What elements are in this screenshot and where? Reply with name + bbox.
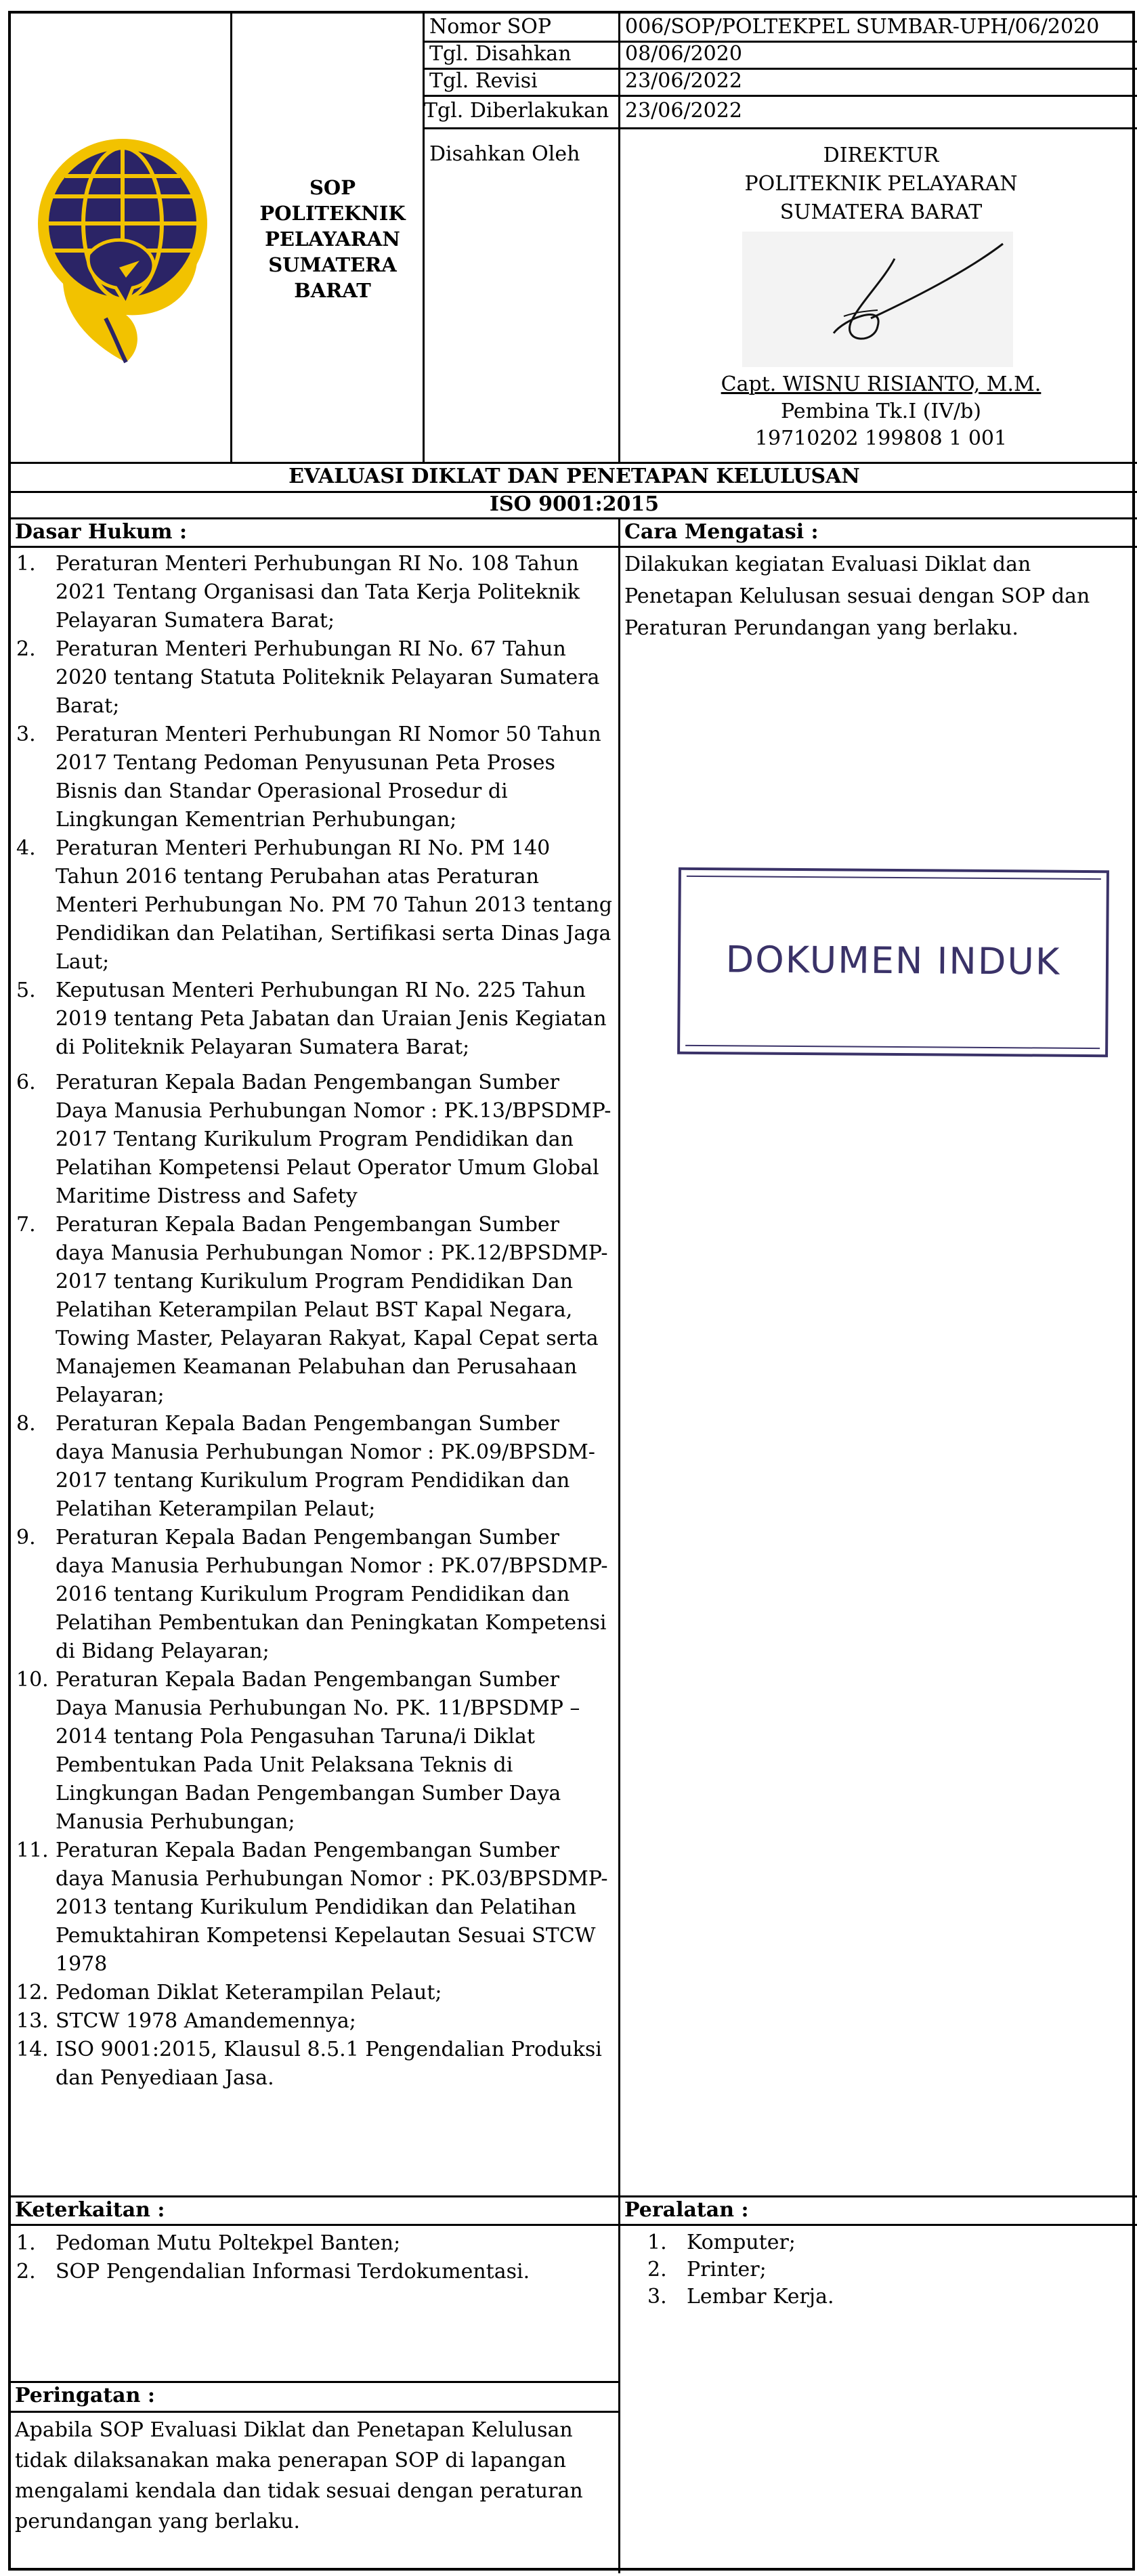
meta-value-revisi: 23/06/2022 xyxy=(625,69,742,93)
list-item: 7. Peraturan Kepala Badan Pengembangan Sumber daya Manusia Perhubungan Nomor : PK.12/BPSDMP-2017 tentang Kurikulum Program Pendidikan Dan Pelatihan Keterampilan Pelaut BST Kapal Negara, Towing Master, Pelayaran Rakyat, Kapal Cepat serta Manajemen Keamanan Pelabuhan dan Perusahaan Pelayaran; xyxy=(16,1213,608,1407)
meta-label-diberlakukan: Tgl. Diberlakukan xyxy=(424,99,609,123)
list-item: 6. Peraturan Kepala Badan Pengembangan Sumber Daya Manusia Perhubungan Nomor : PK.13/BPSDMP-2017 Tentang Kurikulum Program Pendidikan dan Pelatihan Kompetensi Pelaut Operator Umum Global Maritime Distress and Safety xyxy=(16,1071,612,1208)
list-item: 2. Printer; xyxy=(647,2258,767,2281)
sop-institution-title: SOP POLITEKNIK PELAYARAN SUMATERA BARAT xyxy=(259,176,406,302)
signer-position-3: SUMATERA BARAT xyxy=(779,200,983,224)
meta-value-diberlakukan: 23/06/2022 xyxy=(625,99,742,123)
signer-position-1: DIREKTUR xyxy=(823,144,939,167)
list-item: 12. Pedoman Diklat Keterampilan Pelaut; xyxy=(16,1981,442,2004)
list-item: 3. Lembar Kerja. xyxy=(647,2285,834,2309)
kemenhub-logo-icon xyxy=(24,115,221,372)
divider xyxy=(11,462,1137,464)
stamp-text: DOKUMEN INDUK xyxy=(725,938,1061,983)
list-item: 1. Peraturan Menteri Perhubungan RI No. 108 Tahun 2021 Tentang Organisasi dan Tata Kerja Politeknik Pelayaran Sumatera Barat; xyxy=(16,552,580,632)
list-item: 9. Peraturan Kepala Badan Pengembangan Sumber daya Manusia Perhubungan Nomor : PK.07/BPSDMP-2016 tentang Kurikulum Program Pendidikan dan Pelatihan Pembentukan dan Peningkatan Kompetensi di Bidang Pelayaran; xyxy=(16,1526,608,1663)
meta-label-disahkan: Tgl. Disahkan xyxy=(429,42,572,66)
list-item: 8. Peraturan Kepala Badan Pengembangan Sumber daya Manusia Perhubungan Nomor : PK.09/BPSDM-2017 tentang Kurikulum Program Pendidikan dan Pelatihan Keterampilan Pelaut; xyxy=(16,1412,595,1521)
signer-name: Capt. WISNU RISIANTO, M.M. xyxy=(721,372,1042,396)
cara-mengatasi-text: Dilakukan kegiatan Evaluasi Diklat dan Penetapan Kelulusan sesuai dengan SOP dan Peraturan Perundangan yang berlaku. xyxy=(624,553,1090,640)
signer-position-2: POLITEKNIK PELAYARAN xyxy=(744,172,1018,196)
document-standard: ISO 9001:2015 xyxy=(489,492,660,516)
divider xyxy=(618,517,620,2573)
meta-value-disahkan: 08/06/2020 xyxy=(625,42,742,66)
signer-nip: 19710202 199808 1 001 xyxy=(754,427,1008,450)
list-item: 3. Peraturan Menteri Perhubungan RI Nomor 50 Tahun 2017 Tentang Pedoman Penyusunan Peta Proses Bisnis dan Standar Operasional Prosedur di Lingkungan Kementrian Perhubungan; xyxy=(16,723,601,832)
divider xyxy=(11,2224,1137,2226)
divider xyxy=(423,95,1137,97)
document-title: EVALUASI DIKLAT DAN PENETAPAN KELULUSAN xyxy=(288,465,860,488)
list-item: 1. Komputer; xyxy=(647,2231,796,2254)
dokumen-induk-stamp xyxy=(677,867,1109,1057)
list-item: 2. SOP Pengendalian Informasi Terdokumentasi. xyxy=(16,2260,530,2283)
list-item: 5. Keputusan Menteri Perhubungan RI No. 225 Tahun 2019 tentang Peta Jabatan dan Uraian Jenis Kegiatan di Politeknik Pelayaran Sumatera Barat; xyxy=(16,979,607,1059)
list-item: 2. Peraturan Menteri Perhubungan RI No. 67 Tahun 2020 tentang Statuta Politeknik Pelayaran Sumatera Barat; xyxy=(16,637,600,718)
list-item: 14. ISO 9001:2015, Klausul 8.5.1 Pengendalian Produksi dan Penyediaan Jasa. xyxy=(16,2038,602,2090)
divider xyxy=(230,14,232,462)
signer-rank: Pembina Tk.I (IV/b) xyxy=(781,400,981,423)
peringatan-heading: Peringatan : xyxy=(15,2384,155,2407)
meta-label-revisi: Tgl. Revisi xyxy=(429,69,538,93)
cara-mengatasi-heading: Cara Mengatasi : xyxy=(624,520,819,544)
peralatan-heading: Peralatan : xyxy=(624,2198,749,2222)
list-item: 1. Pedoman Mutu Poltekpel Banten; xyxy=(16,2231,401,2255)
dasar-hukum-heading: Dasar Hukum : xyxy=(15,520,188,544)
keterkaitan-list xyxy=(16,2229,612,2286)
divider xyxy=(11,2195,1137,2197)
approved-by-label: Disahkan Oleh xyxy=(429,142,580,166)
sop-document xyxy=(8,11,1135,2571)
dasar-hukum-list xyxy=(16,550,612,2092)
list-item: 4. Peraturan Menteri Perhubungan RI No. PM 140 Tahun 2016 tentang Perubahan atas Peraturan Menteri Perhubungan No. PM 70 Tahun 2013 tentang Pendidikan dan Pelatihan, Sertifikasi serta Dinas Jaga Laut; xyxy=(16,836,612,974)
divider xyxy=(11,546,1137,548)
meta-value-nomor: 006/SOP/POLTEKPEL SUMBAR-UPH/06/2020 xyxy=(625,15,1100,39)
list-item: 11. Peraturan Kepala Badan Pengembangan Sumber daya Manusia Perhubungan Nomor : PK.03/BPSDMP-2013 tentang Kurikulum Pendidikan dan Pelatihan Pemuktahiran Kompetensi Kepelautan Sesuai STCW 1978 xyxy=(16,1839,608,1976)
logo xyxy=(24,115,221,372)
meta-label-nomor: Nomor SOP xyxy=(429,15,552,39)
divider xyxy=(11,2411,618,2413)
peringatan-text: Apabila SOP Evaluasi Diklat dan Penetapan Kelulusan tidak dilaksanakan maka penerapan SOP di lapangan mengalami kendala dan tidak sesuai dengan peraturan perundangan yang berlaku. xyxy=(15,2418,583,2533)
signature xyxy=(742,232,1013,367)
keterkaitan-heading: Keterkaitan : xyxy=(15,2198,165,2222)
peralatan-list xyxy=(647,2229,1121,2311)
list-item: 13. STCW 1978 Amandemennya; xyxy=(16,2009,356,2033)
divider xyxy=(423,127,1137,129)
list-item: 10. Peraturan Kepala Badan Pengembangan Sumber Daya Manusia Perhubungan No. PK. 11/BPSDMP – 2014 tentang Pola Pengasuhan Taruna/i Diklat Pembentukan Pada Unit Pelaksana Teknis di Lingkungan Badan Pengembangan Sumber Daya Manusia Perhubungan; xyxy=(16,1668,580,1834)
signature-icon xyxy=(742,232,1013,367)
